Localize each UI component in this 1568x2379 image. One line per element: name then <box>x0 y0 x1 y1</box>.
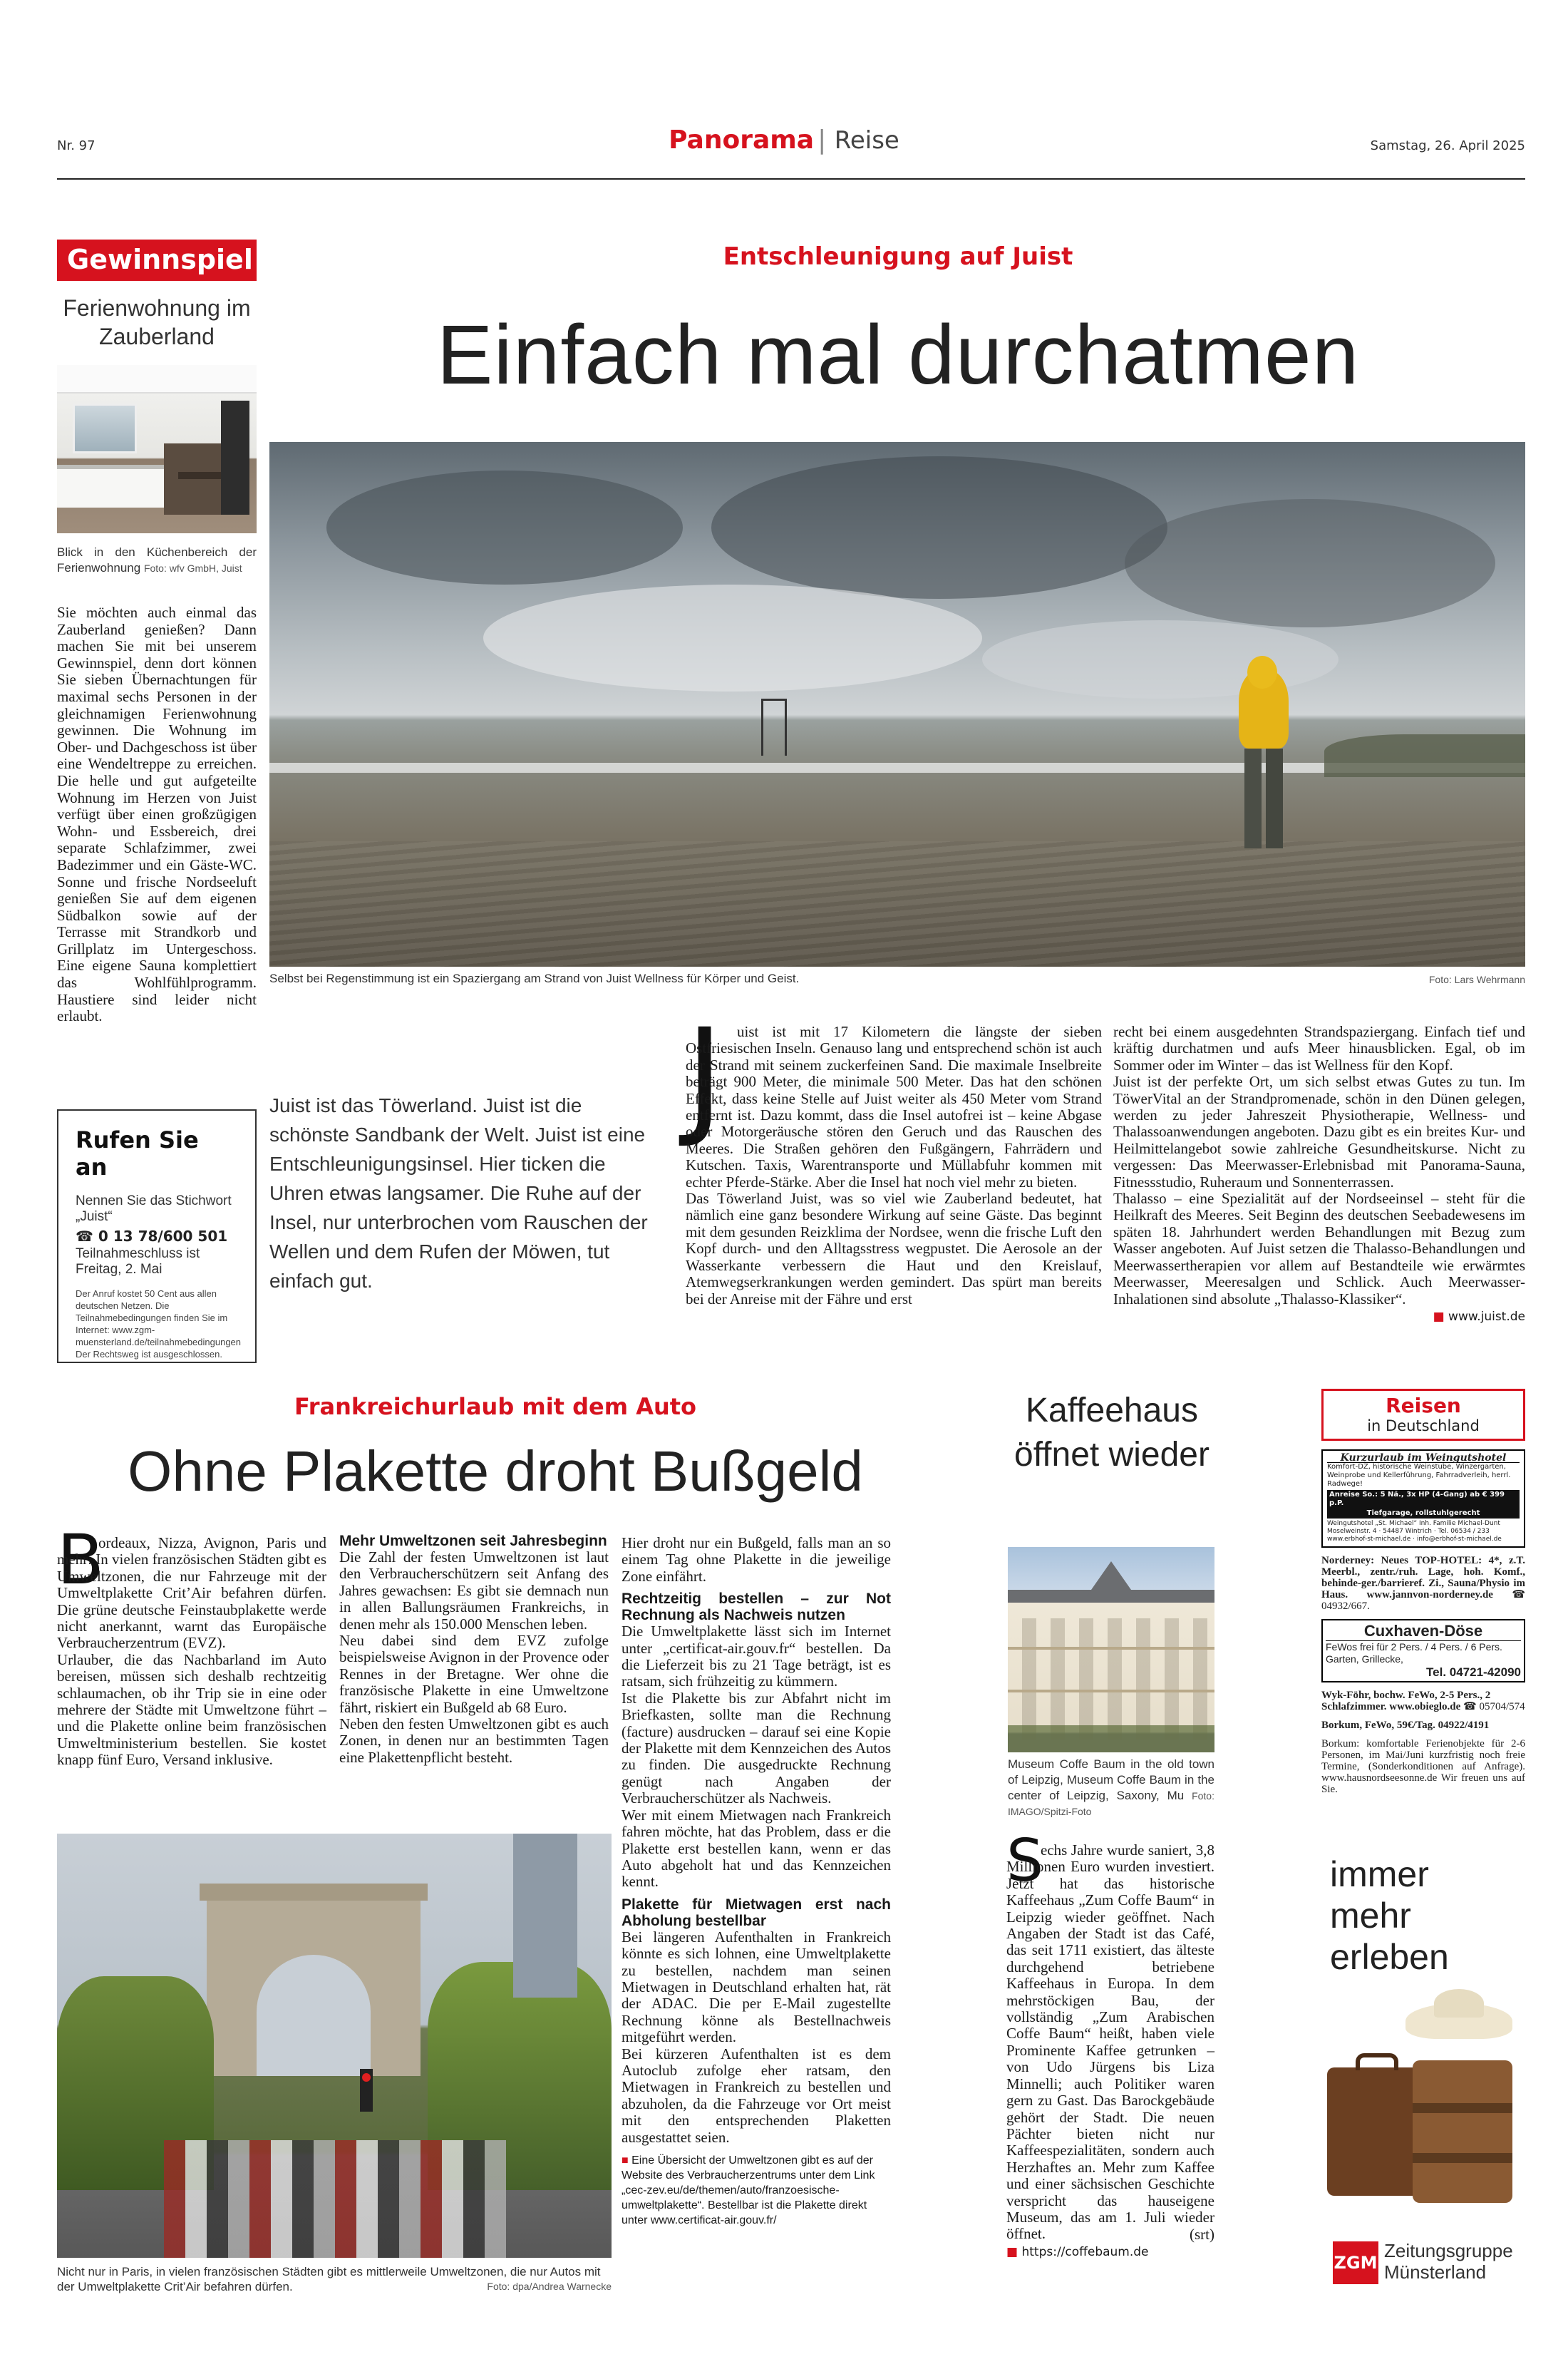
france-subhead-3: Plakette für Mietwagen erst nach Abholung bestellbar <box>621 1896 891 1929</box>
call-phone-number: 0 13 78/600 501 <box>98 1228 228 1245</box>
cafe-text-block <box>1006 1842 1214 2261</box>
call-title: Rufen Sie an <box>76 1126 199 1181</box>
ad-weingut-extra: Tiefgarage, rollstuhlgerecht <box>1327 1509 1520 1519</box>
ad-norderney-phone: 04932/667. <box>1321 1600 1370 1612</box>
france-note-text: Eine Übersicht der Umweltzonen gibt es auf der Website des Verbraucherzentrums unter dem Link „cec-zev.eu/de/themen/auto/franzoesische-umweltplakette“. Bestellbar ist die Plakette direkt unter www.certificat-air.gouv.fr/ <box>621 2154 875 2226</box>
cafe-caption-credit: Foto: IMAGO/Spitzi-Foto <box>1008 1790 1214 1817</box>
france-col1-intro: ordeaux, Nizza, Avignon, Paris und mehr: In vielen französischen Städten gibt es Umweltzonen, die nur Fahrzeuge mit der Umweltplakette Crit’Air befahren dürfen. Die grüne deutsche Feinstaubplakette werde nicht anerkannt, warnt das Europäische Verbraucherzentrum (EVZ). <box>57 1534 326 1652</box>
ad-wyk-text: Wyk-Föhr, bochw. FeWo, 2-5 Pers., 2 Schlafzimmer. www.obieglo.de <box>1321 1690 1491 1712</box>
travel-ads <box>1321 1389 1525 1795</box>
france-col3-para3: Ist die Plakette bis zur Abfahrt nicht im Briefkasten, sollte man die Rechnung (facture) ausdrucken – darauf sei eine Kopie der Plakette mit dem Kennzeichen des Autos zu finden. Die ausgedruckte Rechnung genügt nach Angaben der Verbraucherschützer als Nachweis. <box>621 1689 891 1807</box>
zgm-branding <box>1333 2239 1525 2288</box>
juist-headline: Einfach mal durchatmen <box>436 308 1360 402</box>
ads-header <box>1321 1389 1525 1441</box>
section-title: Panorama <box>669 125 815 155</box>
issue-number: Nr. 97 <box>57 138 96 153</box>
paris-caption-credit: Foto: dpa/Andrea Warnecke <box>487 2281 612 2292</box>
cafe-caption <box>1008 1757 1214 1819</box>
juist-col2-para1: recht bei einem ausgedehnten Strandspaziergang. Einfach tief und kräftig durchatmen und aufs Meer hinausblicken. Egal, ob im Sommer oder im Winter – das ist Wellness für den Kopf. <box>1113 1023 1525 1074</box>
beach-photo <box>269 442 1525 967</box>
call-line2: Teilnahmeschluss ist <box>76 1246 200 1261</box>
call-phone[interactable] <box>76 1228 238 1245</box>
ad-norderney-text: Norderney: Neues TOP-HOTEL: 4*, z.T. Meerbl., zentr./ruh. Lage, hoh. Komf., behinde-ger./barrieref. Zi., Sauna/Physio im Haus. www.jannvon-norderney.de <box>1321 1555 1525 1600</box>
france-col3-para2: Die Umweltplakette lässt sich im Internet unter „certificat-air.gouv.fr“ bestellen. Da die Lieferzeit bis zu 21 Tage beträgt, ist es ratsam, sich frühzeitig zu kümmern. <box>621 1623 891 1690</box>
france-col1 <box>57 1535 326 1769</box>
france-col3-para1: Hier droht nur ein Bußgeld, falls man an so einem Tag ohne Plakette in die jeweilige Zone einfährt. <box>621 1534 891 1585</box>
france-col2-para3: Neben den festen Umweltzonen gibt es auch Zonen, in denen nur an bestimmten Tagen eine Plakettenpflicht besteht. <box>339 1715 609 1766</box>
france-dropcap: B <box>57 1520 104 1600</box>
paris-photo <box>57 1834 612 2258</box>
cafe-dropcap: S <box>1006 1827 1044 1895</box>
contest-sidebar <box>57 240 257 1025</box>
ad-weingut[interactable] <box>1321 1449 1525 1548</box>
apartment-caption-credit: Foto: wfv GmbH, Juist <box>143 562 242 574</box>
section-header <box>0 125 1568 155</box>
ad-weingut-text: Komfort-DZ, historische Weinstube, Winzergarten, Weinprobe und Kellerführung, Fahrradverleih, herrl. Radwege! <box>1327 1463 1511 1488</box>
contest-badge: Gewinnspiel <box>57 240 257 281</box>
france-col3-para5: Bei längeren Aufenthalten in Frankreich könnte es sich lohnen, eine Umweltplakette zu bestellen, nachdem man seinen Mietwagen in Deutschland erhalten hat, rät der ADAC. Die per E-Mail zugestellte Rechnung könne als Bestellnachweis mitgeführt werden. <box>621 1928 891 2046</box>
issue-date: Samstag, 26. April 2025 <box>1370 138 1525 153</box>
subsection-title: Reise <box>834 126 899 155</box>
call-line1: Nennen Sie das Stichwort <box>76 1193 232 1208</box>
france-subhead-1: Mehr Umweltzonen seit Jahresbeginn <box>339 1533 607 1549</box>
ad-wyk[interactable] <box>1321 1690 1525 1712</box>
france-col2-para2: Neu dabei sind dem EVZ zufolge beispielsweise Avignon in der Provence oder Rennes in der Bretagne. Wer ohne die französische Plakette in eine Umweltzone fährt, riskiert ein Bußgeld ab 68 Euro. <box>339 1632 609 1716</box>
france-note <box>621 2153 891 2228</box>
france-headline: Ohne Plakette droht Bußgeld <box>128 1439 863 1503</box>
ad-wyk-phone: 05704/574 <box>1479 1701 1525 1712</box>
france-subhead-2: Rechtzeitig bestellen – zur Not Rechnung als Nachweis nutzen <box>621 1591 891 1624</box>
section-divider: | <box>817 125 835 155</box>
cafe-author: (srt) <box>1190 2225 1214 2243</box>
ad-borkum-fewo[interactable]: Borkum, FeWo, 59€/Tag. 04922/4191 <box>1321 1720 1490 1731</box>
juist-col2 <box>1113 1024 1525 1325</box>
ad-norderney[interactable] <box>1321 1555 1525 1612</box>
france-col3 <box>621 1535 891 2228</box>
cafe-photo <box>1008 1547 1214 1752</box>
france-col2-para1: Die Zahl der festen Umweltzonen ist laut den Verbraucherschützern seit Anfang des Jahres gewachsen: Es gibt sie demnach nun in allen Ballungsräumen Frankreichs, in denen mehr als 150.000 Menschen leben. <box>339 1548 609 1633</box>
beach-caption: Selbst bei Regenstimmung ist ein Spaziergang am Strand von Juist Wellness für Körper und Geist. <box>269 972 800 985</box>
paris-caption <box>57 2264 612 2294</box>
call-keyword: „Juist“ <box>76 1209 113 1224</box>
juist-dropcap: J <box>686 1002 724 1151</box>
ad-weingut-contact: Weingutshotel „St. Michael“ Inh. Familie Michael-Dunt Moselweinstr. 4 · 54487 Wintrich · Tel. 06534 / 233 www.erbhof-st-michael.de · info@erbhof-st-michael.de <box>1327 1520 1502 1543</box>
apartment-photo <box>57 365 257 533</box>
apartment-caption <box>57 545 257 576</box>
juist-col2-para2: Juist ist der perfekte Ort, um sich selbst etwas Gutes zu tun. Im TöwerVital an der Strandpromenade, schön in den Dünen gelegen, werden zu jeder Jahreszeit Physiotherapie, Wellness- und Thalassoanwendungen angeboten. Dazu gibt es ein breites Kur- und Heilmittelangebot sowie zahlreiche Gesundheitskurse. Nicht zu vergessen: Das Meerwasser-Erlebnisbad mit Panorama-Sauna, Fitnessstudio, Ruheraum und Sonnenterrassen. <box>1113 1073 1525 1191</box>
cafe-headline: Kaffeehaus öffnet wieder <box>1014 1392 1209 1474</box>
ad-cuxhaven-phone: Tel. 04721-42090 <box>1426 1665 1521 1679</box>
france-kicker: Frankreichurlaub mit dem Auto <box>294 1393 697 1420</box>
juist-kicker: Entschleunigung auf Juist <box>723 242 1073 271</box>
phone-icon: ☎ <box>1463 1701 1477 1712</box>
ads-title: Reisen <box>1386 1394 1461 1417</box>
suitcase-illustration <box>1327 1989 1525 2224</box>
juist-link[interactable] <box>1113 1309 1525 1325</box>
paris-caption-text: Nicht nur in Paris, in vielen französischen Städten gibt es mittlerweile Umweltzonen, die nur Autos mit der Umweltplakette Crit’Air befahren dürfen. <box>57 2265 601 2293</box>
juist-col1 <box>686 1024 1102 1307</box>
cafe-link-text: https://coffebaum.de <box>1021 2245 1149 2260</box>
juist-col1-intro: uist ist mit 17 Kilometern die längste der sieben Ostfriesischen Inseln. Genauso lang und entsprechend schön ist auch der Strand mit seinem zuckerfeinen Sand. Die maximale Inselbreite beträgt 900 Meter, die minimale 500 Meter. Das hat den schönen Effekt, dass keine Stelle auf Juist weiter als 450 Meter vom Strand entfernt ist. Dazu kommt, dass die Insel autofrei ist – keine Abgase oder Motorgeräusche stören den Geruch und das Rauschen des Meeres. Die Straßen gehören den Fußgängern, Fahrrädern und Kutschen. Taxis, Warentransporte und Müllabfuhr kommen mit echter Pferde-Stärke. Aber die Insel hat noch viel mehr zu bieten. <box>686 1023 1102 1191</box>
juist-col1-para2: Das Töwerland Juist, was so viel wie Zauberland bedeutet, hat nämlich eine ganz besondere Wirkung auf seine Gäste. Das beginnt mit dem gesunden Reizklima der Nordsee, wenn die frische Luft den Kopf durch- und den Alltagsstress wegpustet. Die Aerosole an der Wasserkante verbessern die Haut und den Kreislauf, Atemwegserkrankungen werden gemindert. Das spürt man bereits bei der Anreise mit der Fähre und erst <box>686 1190 1102 1307</box>
france-col1-para2: Urlauber, die das Nachbarland im Auto bereisen, müssen sich deshalb rechtzeitig schlaumachen, ob ihr Trip sie in eine oder mehrere der Städte mit Umweltzone führt – und die Plakette online beim französischen Umweltministerium bestellen. Sie kostet knapp fünf Euro, Versand inklusive. <box>57 1650 326 1769</box>
ad-borkum-objects[interactable]: Borkum: komfortable Ferienobjekte für 2-6 Personen, im Mai/Juni kurzfristig noch freie Termine, (Sonderkonditionen auf Anfrage). www.hausnordseesonne.de Wir freuen uns auf Sie. <box>1321 1738 1525 1795</box>
promo-text: immer mehr erleben <box>1330 1854 1449 1977</box>
ad-weingut-title: Kurzurlaub im Weingutshotel <box>1327 1454 1520 1463</box>
ad-cuxhaven-text: FeWos frei für 2 Pers. / 4 Pers. / 6 Pers. Garten, Grillecke, <box>1326 1641 1502 1665</box>
phone-icon: ☎ <box>1512 1589 1525 1600</box>
ad-cuxhaven[interactable] <box>1321 1619 1525 1682</box>
call-box <box>57 1109 257 1363</box>
france-col3-para6: Bei kürzeren Aufenthalten ist es dem Autoclub zufolge eher ratsam, den Mietwagen in Frankreich zu bestellen und abzuholen, da die Fahrzeuge vor Ort meist mit den entsprechenden Plaketten ausgestattet seien. <box>621 2045 891 2146</box>
france-col2 <box>339 1533 609 1766</box>
juist-teaser: Juist ist das Töwerland. Juist ist die schönste Sandbank der Welt. Juist ist eine Entschleunigungsinsel. Hier ticken die Uhren etwas langsamer. Die Ruhe auf der Insel, nur unterbrochen vom Rauschen der Wellen und dem Rufen der Möwen, tut einfach gut. <box>269 1094 648 1292</box>
contest-text: Sie möchten auch einmal das Zauberland genießen? Dann machen Sie mit bei unserem Gewinnspiel, denn dort können Sie sieben Übernachtungen für maximal sechs Personen in der gleichnamigen Ferienwohnung gewinnen. Die Wohnung im Ober- und Dachgeschoss ist über eine Wendeltreppe zu erreichen. Die helle und gut aufgeteilte Wohnung im Herzen von Juist verfügt über einen großzügigen Wohn- und Essbereich, drei separate Schlafzimmer, zwei Badezimmer und ein Gäste-WC. Sonne und frische Nordseeluft genießen Sie auf dem eigenen Südbalkon sowie auf der Terrasse mit Strandkorb und Grillplatz im Untergeschoss. Eine eigene Sauna komplettiert das Wohlfühlprogramm. Haustiere sind leider nicht erlaubt. <box>57 604 257 1025</box>
call-fine-print: Der Anruf kostet 50 Cent aus allen deutschen Netzen. Die Teilnahmebedingungen finden Sie im Internet: www.zgm-muensterland.de/teilnahmebedingungen Der Rechtsweg ist ausgeschlossen. <box>76 1288 242 1360</box>
square-bullet-icon: ■ <box>621 2154 629 2167</box>
cafe-text: echs Jahre wurde saniert, 3,8 Millionen Euro wurden investiert. Jetzt hat das historische Kaffeehaus „Zum Coffe Baum“ in Leipzig wieder geöffnet. Nach Angaben der Stadt ist das Café, das seit 1711 existiert, das älteste durchgehend betriebene Kaffeehaus in Europa. In dem mehrstöckigen Bau, der vollständig „Zum Arabischen Coffe Baum“ heißt, haben viele Prominente Kaffee getrunken – von Udo Jürgens bis Liza Minnelli; auch Politiker waren gern zu Gast. Das Barockgebäude gehört der Stadt. Die neuen Pächter bieten nicht nur Kaffeespezialitäten, sondern auch Herzhaftes an. Mehr zum Kaffee und einer sächsischen Geschichte verspricht das hauseigene Museum, das am 1. Juli wieder öffnet. <box>1006 1841 1214 2243</box>
call-deadline: Freitag, 2. Mai <box>76 1262 163 1277</box>
phone-icon: ☎ <box>76 1228 93 1245</box>
france-col3-para4: Wer mit einem Mietwagen nach Frankreich fahren möchte, hat das Problem, dass er die Plakette erst bestellen kann, wenn er das Auto abgeholt hat und das Kennzeichen kennt. <box>621 1806 891 1891</box>
apartment-caption-text: Blick in den Küchenbereich der Ferienwohnung <box>57 545 257 575</box>
juist-col2-para3: Thalasso – eine Spezialität auf der Nordseeinsel – steht für die Heilkraft des Meeres. Seit Beginn des deutschen Seebadewesens im späten 18. Jahrhundert werden Behandlungen mit Bezug zum Wasser angeboten. Auf Juist setzen die Thalasso-Behandlungen und Meerwassertherapien vor allem auf Bestandteile wie erwärmtes Meerwasser, Meeresalgen und Schlick. Auch Meerwasser-Inhalationen sind absolute „Thalasso-Klassiker“. <box>1113 1190 1525 1307</box>
zgm-logo: ZGM <box>1333 2241 1378 2284</box>
juist-link-text: www.juist.de <box>1448 1309 1525 1324</box>
ad-cuxhaven-title: Cuxhaven-Döse <box>1326 1622 1521 1641</box>
beach-credit: Foto: Lars Wehrmann <box>1428 974 1525 985</box>
cafe-caption-text: Museum Coffe Baum in the old town of Leipzig, Museum Coffe Baum in the center of Leipzig, Saxony, Mu <box>1008 1757 1214 1802</box>
zgm-name: Zeitungsgruppe Münsterland <box>1384 2240 1513 2283</box>
ad-weingut-offer: Anreise So.: 5 Nä., 3x HP (4-Gang) ab € 399 p.P. <box>1327 1490 1520 1509</box>
header-rule <box>57 178 1525 180</box>
ads-subtitle: in Deutschland <box>1367 1417 1480 1434</box>
square-bullet-icon: ■ <box>1433 1309 1445 1324</box>
contest-title: Ferienwohnung im Zauberland <box>63 295 251 349</box>
square-bullet-icon: ■ <box>1006 2245 1018 2260</box>
cafe-link[interactable] <box>1006 2244 1214 2261</box>
